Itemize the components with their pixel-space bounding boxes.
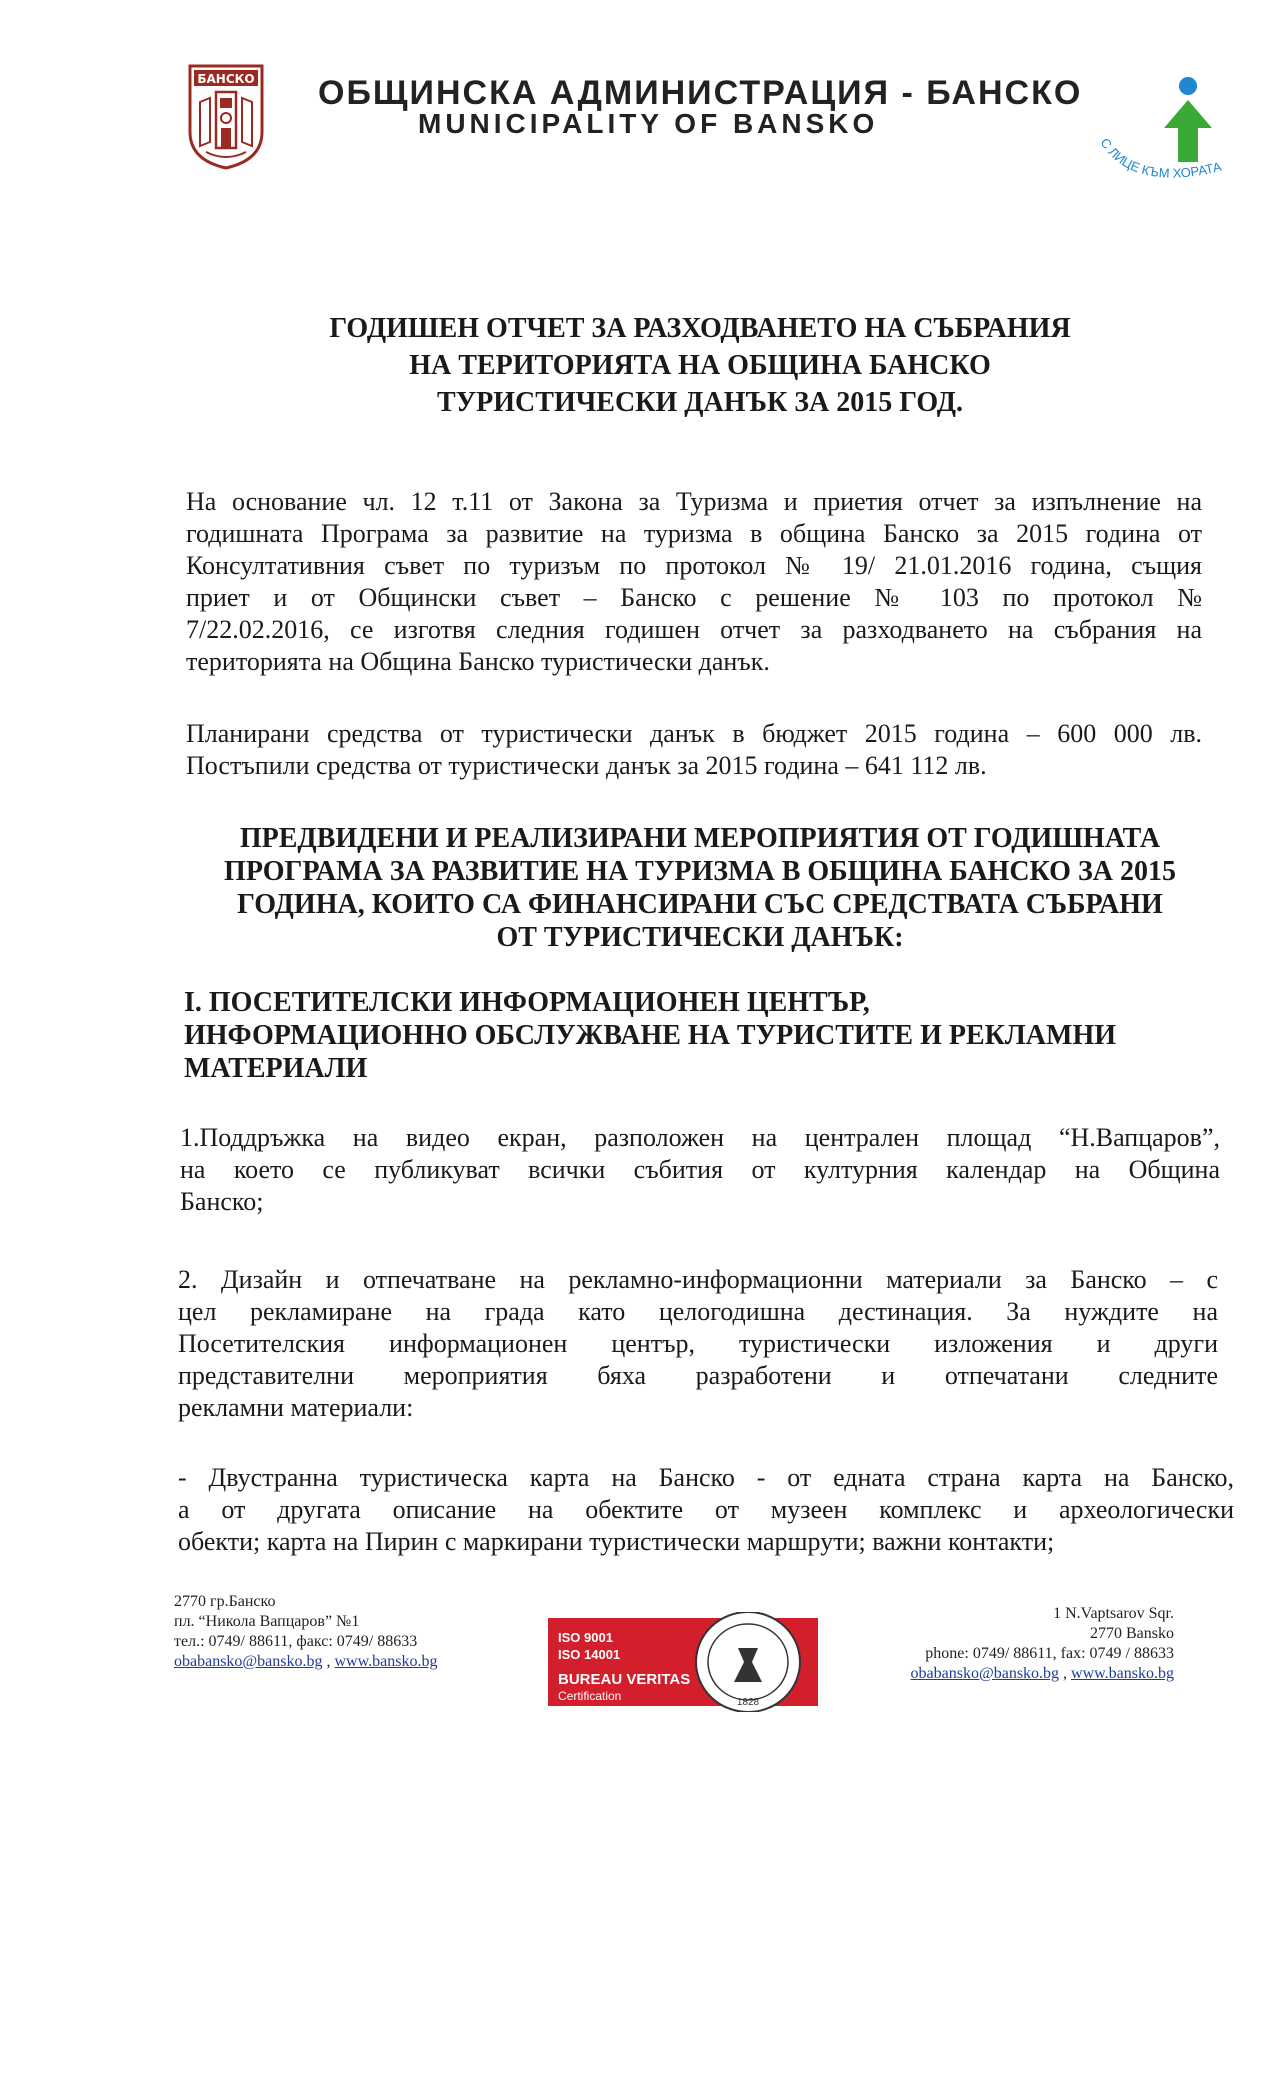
item-2-line: 2. Дизайн и отпечатване на рекламно-информационни материали за Банско – с <box>178 1265 1218 1294</box>
item-3-line: а от другата описание на обектите от музеен комплекс и археологически <box>178 1495 1234 1524</box>
report-title <box>200 310 1200 421</box>
motto-logo-icon <box>1092 70 1238 200</box>
intro-line: 7/22.02.2016, се изготвя следния годишен отчет за разходването на събрания на <box>186 615 1202 644</box>
item-1-line: на което се публикуват всички събития от културния календар на Община <box>180 1155 1220 1184</box>
item-3-line: обекти; карта на Пирин с маркирани туристически маршрути; важни контакти; <box>178 1527 1055 1556</box>
org-name-bg: ОБЩИНСКА АДМИНИСТРАЦИЯ - БАНСКО <box>318 74 1083 112</box>
bansko-crest-icon <box>186 62 266 170</box>
footer-city-en: 2770 Bansko <box>1090 1625 1174 1642</box>
heading-line: ОТ ТУРИСТИЧЕСКИ ДАНЪК: <box>496 922 904 953</box>
footer-city: 2770 гр.Банско <box>174 1593 276 1610</box>
footer-address-en <box>820 1604 1174 1684</box>
svg-text:Certification: Certification <box>558 1689 622 1703</box>
item-1 <box>180 1122 1220 1218</box>
item-1-line: 1.Поддръжка на видео екран, разположен на централен площад “Н.Вапцаров”, <box>180 1123 1220 1152</box>
svg-text:1828: 1828 <box>736 1697 760 1708</box>
heading-line: ПРЕДВИДЕНИ И РЕАЛИЗИРАНИ МЕРОПРИЯТИЯ ОТ ГОДИШНАТА <box>239 823 1161 854</box>
svg-text:BUREAU VERITAS: BUREAU VERITAS <box>558 1671 691 1688</box>
footer-separator-en: , <box>1059 1665 1072 1682</box>
item-2-line: Посетителския информационен център, туристически изложения и други <box>178 1329 1218 1358</box>
item-1-line: Банско; <box>180 1187 264 1216</box>
programme-heading <box>160 822 1240 954</box>
intro-paragraph <box>186 486 1202 678</box>
footer-street-en: 1 N.Vaptsarov Sqr. <box>1053 1605 1174 1622</box>
section-one-heading <box>184 986 1224 1085</box>
svg-text:С ЛИЦЕ КЪМ ХОРАТА: С ЛИЦЕ КЪМ ХОРАТА <box>1097 135 1223 181</box>
footer-phone-en: phone: 0749/ 88611, fax: 0749 / 88633 <box>925 1645 1174 1662</box>
item-2-line: рекламни материали: <box>178 1393 414 1422</box>
heading-line: ПРОГРАМА ЗА РАЗВИТИЕ НА ТУРИЗМА В ОБЩИНА БАНСКО ЗА 2015 <box>224 856 1176 887</box>
section-one-line: ИНФОРМАЦИОННО ОБСЛУЖВАНЕ НА ТУРИСТИТЕ И РЕКЛАМНИ <box>184 1020 1116 1051</box>
intro-line: Консултативния съвет по туризъм по протокол № 19/ 21.01.2016 година, същия <box>186 551 1202 580</box>
intro-line: територията на Община Банско туристически данък. <box>186 647 770 676</box>
item-2-line: цел рекламиране на града като целогодишна дестинация. За нуждите на <box>178 1297 1218 1326</box>
heading-line: ГОДИНА, КОИТО СА ФИНАНСИРАНИ СЪС СРЕДСТВАТА СЪБРАНИ <box>237 889 1163 920</box>
planned-funds: Планирани средства от туристически данък в бюджет 2015 година – 600 000 лв. <box>186 719 1202 748</box>
footer-street: пл. “Никола Вапцаров” №1 <box>174 1613 360 1630</box>
footer-separator: , <box>322 1653 335 1670</box>
item-2-line: представителни мероприятия бяха разработени и отпечатани следните <box>178 1361 1218 1390</box>
bureau-veritas-certification <box>548 1612 818 1712</box>
footer-web-link[interactable]: www.bansko.bg <box>334 1653 438 1670</box>
item-3 <box>178 1462 1234 1558</box>
org-name-en: MUNICIPALITY OF BANSKO <box>418 108 879 139</box>
item-2 <box>178 1264 1218 1424</box>
intro-line: приет и от Общински съвет – Банско с решение № 103 по протокол № <box>186 583 1202 612</box>
intro-line: годишната Програма за развитие на туризма в община Банско за 2015 година от <box>186 519 1202 548</box>
received-funds: Постъпили средства от туристически данък за 2015 година – 641 112 лв. <box>186 751 987 780</box>
funds-block <box>186 718 1202 782</box>
svg-text:ISO 9001: ISO 9001 <box>558 1630 613 1645</box>
title-line: НА ТЕРИТОРИЯТА НА ОБЩИНА БАНСКО <box>409 350 991 381</box>
footer-email-link-en[interactable]: obabansko@bansko.bg <box>910 1665 1060 1682</box>
section-one-line: МАТЕРИАЛИ <box>184 1053 368 1084</box>
footer-phone: тел.: 0749/ 88611, факс: 0749/ 88633 <box>174 1633 418 1650</box>
footer-address-bg <box>174 1592 534 1672</box>
svg-text:БАНСКО: БАНСКО <box>197 72 255 86</box>
footer-email-link[interactable]: obabansko@bansko.bg <box>174 1653 323 1670</box>
svg-text:ISO 14001: ISO 14001 <box>558 1647 621 1662</box>
intro-line: На основание чл. 12 т.11 от Закона за Туризма и приетия отчет за изпълнение на <box>186 487 1202 516</box>
section-one-line: I. ПОСЕТИТЕЛСКИ ИНФОРМАЦИОНЕН ЦЕНТЪР, <box>184 987 870 1018</box>
footer-web-link-en[interactable]: www.bansko.bg <box>1071 1665 1174 1682</box>
title-line: ТУРИСТИЧЕСКИ ДАНЪК ЗА 2015 ГОД. <box>436 387 964 418</box>
title-line: ГОДИШЕН ОТЧЕТ ЗА РАЗХОДВАНЕТО НА СЪБРАНИЯ <box>329 313 1071 344</box>
item-3-line: - Двустранна туристическа карта на Банско - от едната страна карта на Банско, <box>178 1463 1234 1492</box>
